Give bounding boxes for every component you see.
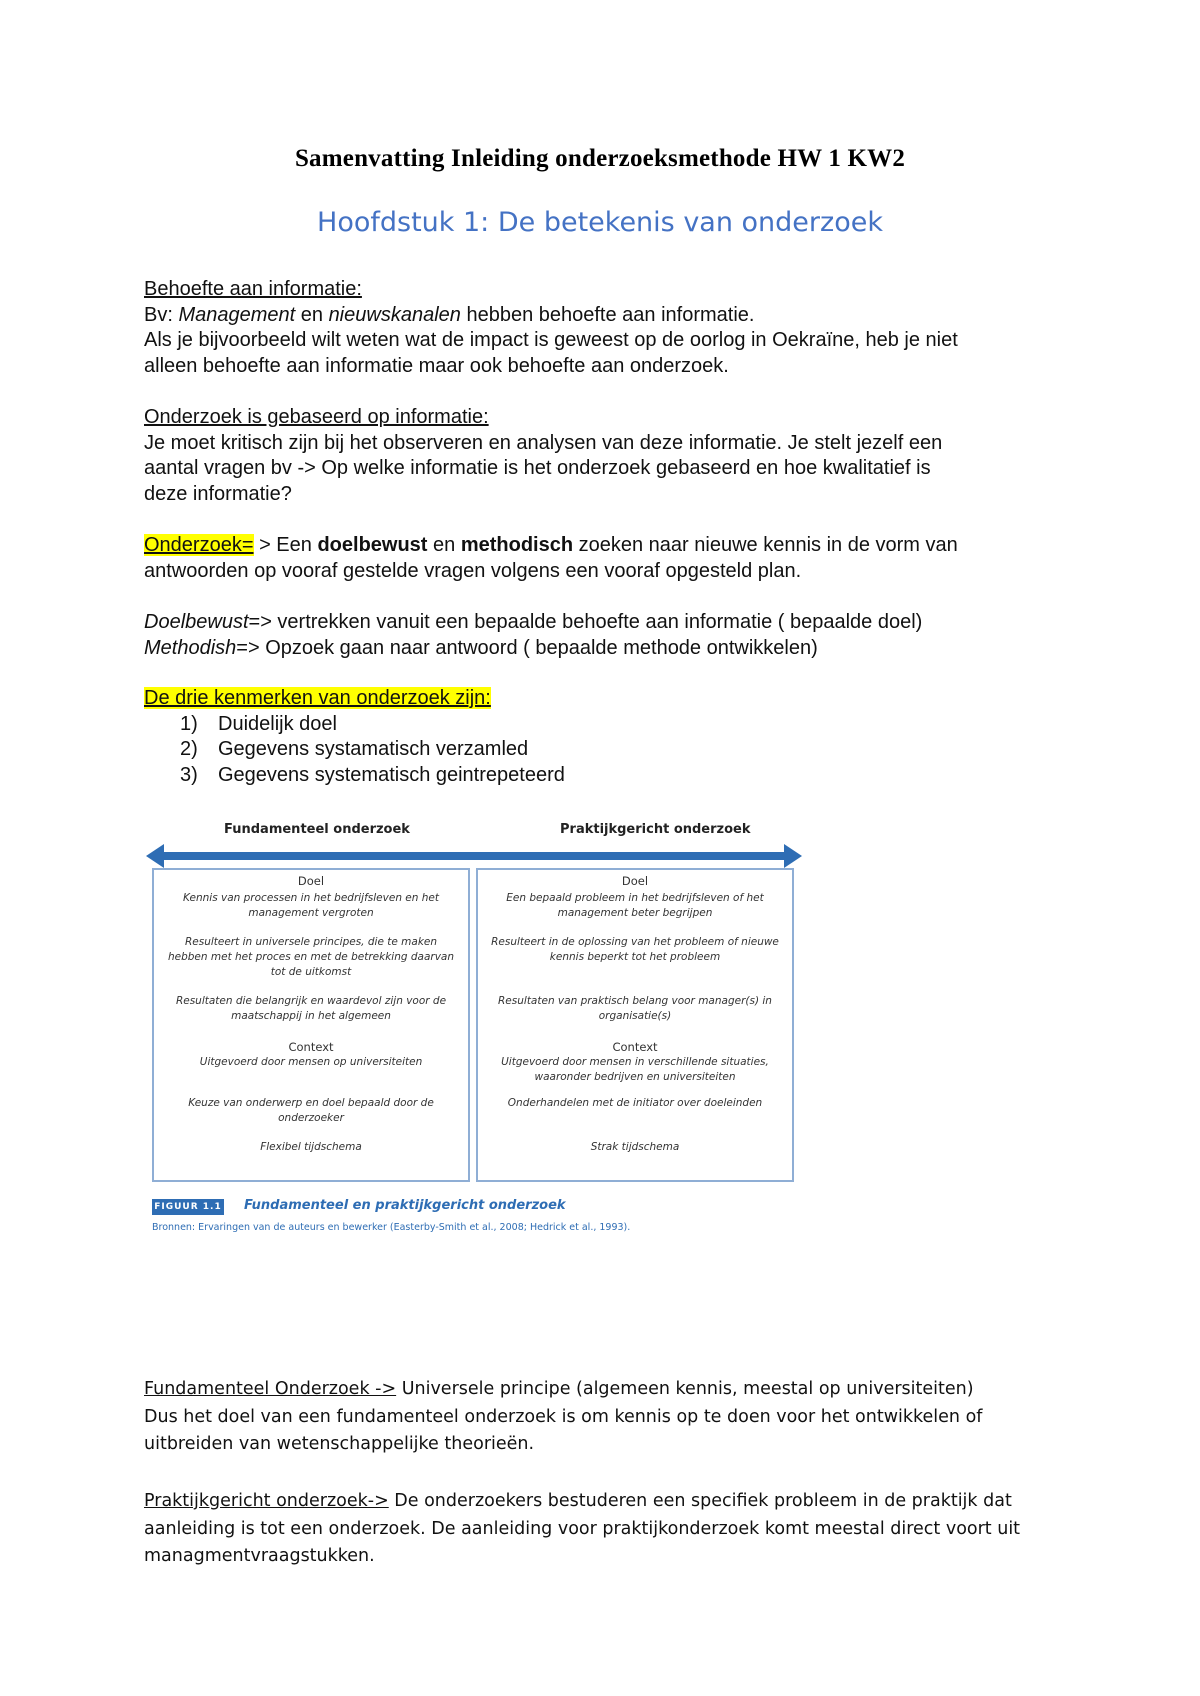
term-line: Methodish=> Opzoek gaan naar antwoord ( bepaalde methode ontwikkelen) xyxy=(144,636,818,659)
paragraph-line: Bv: Management en nieuwskanalen hebben behoefte aan informatie. xyxy=(144,303,755,326)
definition-line: Fundamenteel Onderzoek -> Universele principe (algemeen kennis, meestal op universiteiten) xyxy=(144,1379,974,1399)
list-item: 2) Gegevens systamatisch verzamled xyxy=(180,738,529,760)
list-item: 3) Gegevens systematisch geintrepeteerd xyxy=(180,763,565,786)
paragraph-line: aantal vragen bv -> Op welke informatie is het onderzoek gebaseerd en hoe kwalitatief is xyxy=(144,457,931,479)
list-item: 1) Duidelijk doel xyxy=(180,712,337,735)
section-research-definition xyxy=(144,533,1064,584)
figure-fundamental-vs-practical xyxy=(144,814,804,1242)
term-line: Doelbewust=> vertrekken vanuit een bepaalde behoefte aan informatie ( bepaalde doel) xyxy=(144,611,923,633)
definition-line: Onderzoek= > Een doelbewust en methodisch zoeken naar nieuwe kennis in de vorm van xyxy=(144,534,958,556)
paragraph-line: antwoorden op vooraf gestelde vragen volgens een vooraf opgesteld plan. xyxy=(144,559,802,582)
figure-source: Bronnen: Ervaringen van de auteurs en bewerker (Easterby-Smith et al., 2008; Hedrick et al., 1993). xyxy=(152,1222,631,1233)
paragraph-line: alleen behoefte aan informatie maar ook behoefte aan onderzoek. xyxy=(144,354,729,377)
chapter-heading: Hoofdstuk 1: De betekenis van onderzoek xyxy=(317,207,883,238)
figure-number-badge: FIGUUR 1.1 xyxy=(152,1199,224,1215)
section-information-need xyxy=(144,277,1064,379)
section-heading: Onderzoek is gebaseerd op informatie: xyxy=(144,406,489,428)
section-characteristics xyxy=(144,686,1064,788)
paragraph-line: uitbreiden van wetenschappelijke theorieën. xyxy=(144,1434,535,1454)
fundamental-column: Doel Kennis van processen in het bedrijfsleven en het management vergroten Resulteert in universele principes, die te maken hebben met het proces en met de betrekking daarvan tot de uitkomst Resultaten die belangrijk en waardevol zijn voor de maatschappij in het algemeen Context Uitgevoerd door mensen op universiteiten Keuze van onderwerp en doel bepaald door de onderzoeker Flexibel tijdschema xyxy=(152,868,470,1182)
figure-caption: Fundamenteel en praktijkgericht onderzoek xyxy=(244,1198,566,1213)
section-fundamental-research xyxy=(144,1376,1064,1459)
paragraph-line: Als je bijvoorbeeld wilt weten wat de impact is geweest op de oorlog in Oekraïne, heb je niet xyxy=(144,329,958,351)
practical-column: Doel Een bepaald probleem in het bedrijfsleven of het management beter begrijpen Resulteert in de oplossing van het probleem of nieuwe kennis beperkt tot het probleem Resultaten van praktisch belang voor manager(s) in organisatie(s) Context Uitgevoerd door mensen in verschillende situaties, waaronder bedrijven en universiteiten Onderhandelen met de initiator over doeleinden Strak tijdschema xyxy=(476,868,794,1182)
section-research-based xyxy=(144,405,1064,507)
arrow-label-fundamental: Fundamenteel onderzoek xyxy=(224,822,410,837)
arrow-label-practical: Praktijkgericht onderzoek xyxy=(560,822,751,837)
highlighted-term: Onderzoek= xyxy=(144,534,254,556)
document-title: Samenvatting Inleiding onderzoeksmethode HW 1 KW2 xyxy=(294,145,906,172)
paragraph-line: aanleiding is tot een onderzoek. De aanleiding voor praktijkonderzoek komt meestal direct voort uit xyxy=(144,1518,1021,1539)
paragraph-line: Dus het doel van een fundamenteel onderzoek is om kennis op te doen voor het ontwikkelen of xyxy=(144,1406,983,1427)
definition-line: Praktijkgericht onderzoek-> De onderzoekers bestuderen een specifiek probleem in de praktijk dat xyxy=(144,1491,1012,1511)
paragraph-line: Je moet kritisch zijn bij het observeren en analysen van deze informatie. Je stelt jezelf een xyxy=(144,431,943,454)
section-heading: De drie kenmerken van onderzoek zijn: xyxy=(144,687,491,709)
paragraph-line: managmentvraagstukken. xyxy=(144,1546,375,1566)
paragraph-line: deze informatie? xyxy=(144,482,292,505)
section-heading: Behoefte aan informatie: xyxy=(144,278,362,300)
section-practical-research xyxy=(144,1488,1064,1571)
section-terms xyxy=(144,610,1064,661)
